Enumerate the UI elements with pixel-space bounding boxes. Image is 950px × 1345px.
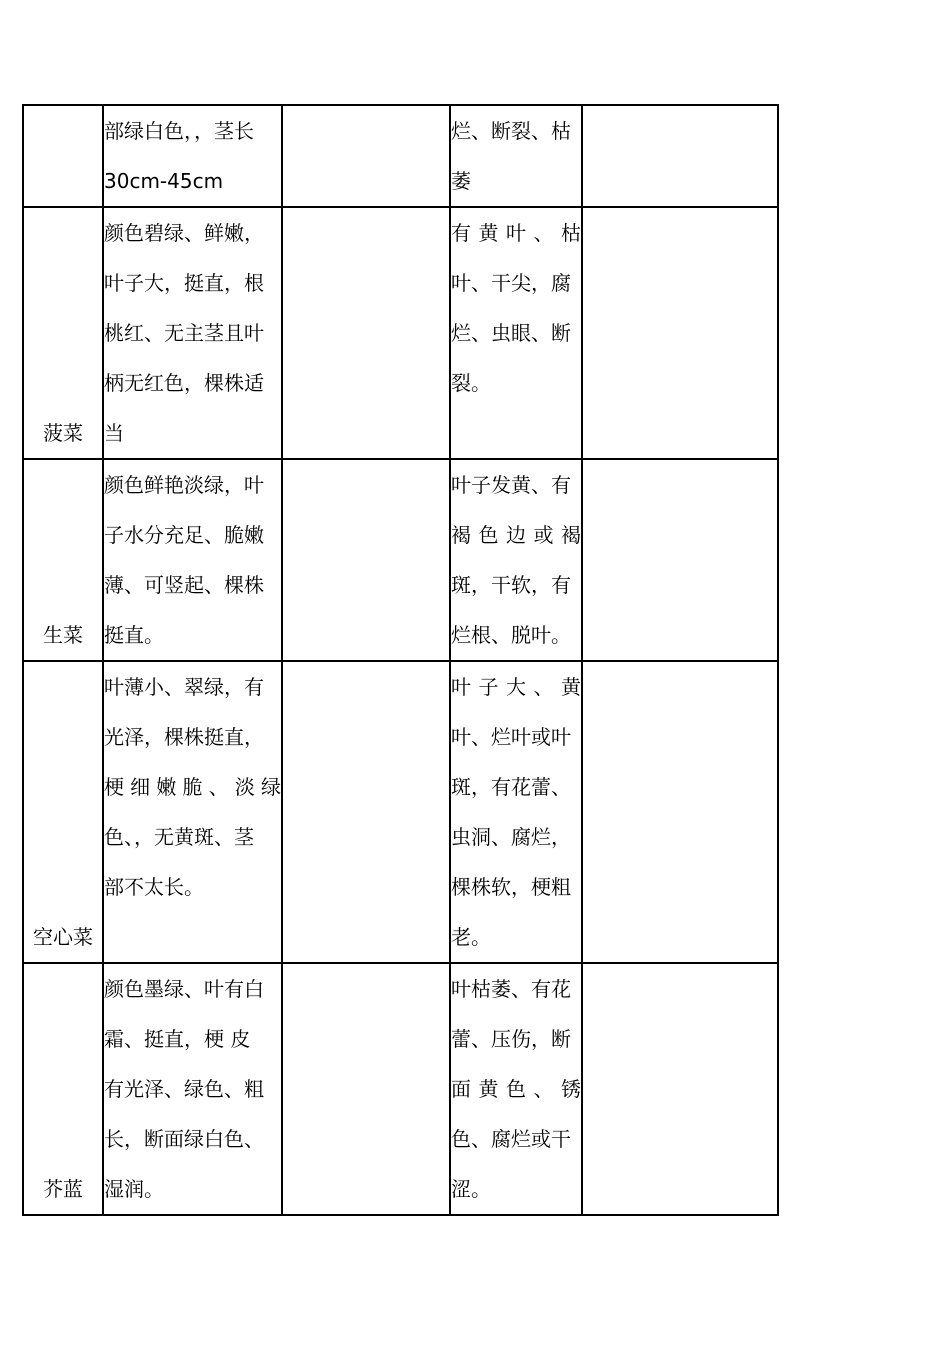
- poor-quality-line: 叶枯萎、有花: [451, 977, 571, 1001]
- produce-quality-table-section: [22, 104, 779, 1216]
- blank-cell: [582, 459, 778, 661]
- good-quality-line: 色、，无黄斑、茎: [104, 825, 254, 849]
- good-quality-line: 叶子大，挺直，根: [104, 271, 264, 295]
- blank-cell: [582, 963, 778, 1215]
- poor-quality-cell: [450, 963, 582, 1215]
- table-row: [23, 963, 778, 1215]
- produce-quality-table: [22, 104, 779, 1216]
- poor-quality-line: 烂、虫眼、断: [451, 321, 571, 345]
- vegetable-name-cell: [23, 207, 103, 459]
- vegetable-name-cell: [23, 963, 103, 1215]
- poor-quality-cell: [450, 207, 582, 459]
- poor-quality-line: 棵株软，梗粗: [451, 875, 571, 899]
- good-quality-line: 30cm-45cm: [104, 169, 224, 193]
- vegetable-name: 空心菜: [33, 925, 93, 949]
- vegetable-name: 生菜: [43, 623, 83, 647]
- poor-quality-line: 有黄叶、枯: [451, 221, 581, 245]
- poor-quality-cell: [450, 105, 582, 207]
- blank-cell: [582, 661, 778, 963]
- good-quality-line: 柄无红色，棵株适: [104, 371, 264, 395]
- vegetable-name-cell: [23, 459, 103, 661]
- good-quality-line: 长，断面绿白色、: [104, 1127, 264, 1151]
- table-row: [23, 105, 778, 207]
- good-quality-line: 叶薄小、翠绿，有: [104, 675, 264, 699]
- blank-cell: [282, 963, 450, 1215]
- good-quality-line: 湿润。: [104, 1177, 164, 1201]
- poor-quality-line: 烂根、脱叶。: [451, 623, 571, 647]
- good-quality-line: 子水分充足、脆嫩: [104, 523, 264, 547]
- poor-quality-cell: [450, 459, 582, 661]
- vegetable-name: 芥蓝: [43, 1177, 83, 1201]
- vegetable-name-cell: [23, 105, 103, 207]
- table-row: [23, 207, 778, 459]
- poor-quality-line: 虫洞、腐烂，: [451, 825, 571, 849]
- blank-cell: [282, 105, 450, 207]
- vegetable-name-cell: [23, 661, 103, 963]
- table-row: [23, 459, 778, 661]
- good-quality-line: 当: [104, 421, 124, 445]
- table-row: [23, 661, 778, 963]
- good-quality-line: 挺直。: [104, 623, 164, 647]
- good-quality-line: 桃红、无主茎且叶: [104, 321, 264, 345]
- good-quality-line: 颜色碧绿、鲜嫩，: [104, 221, 264, 245]
- good-quality-cell: [103, 459, 282, 661]
- poor-quality-cell: [450, 661, 582, 963]
- good-quality-cell: [103, 963, 282, 1215]
- poor-quality-line: 老。: [451, 925, 491, 949]
- poor-quality-line: 萎: [451, 169, 471, 193]
- good-quality-line: 霜、挺直，梗 皮: [104, 1027, 251, 1051]
- poor-quality-line: 叶、干尖，腐: [451, 271, 571, 295]
- good-quality-line: 颜色鲜艳淡绿，叶: [104, 473, 264, 497]
- poor-quality-line: 叶子发黄、有: [451, 473, 571, 497]
- good-quality-line: 有光泽、绿色、粗: [104, 1077, 264, 1101]
- good-quality-cell: [103, 207, 282, 459]
- poor-quality-line: 蕾、压伤，断: [451, 1027, 571, 1051]
- good-quality-line: 光泽，棵株挺直，: [104, 725, 264, 749]
- blank-cell: [282, 459, 450, 661]
- poor-quality-line: 涩。: [451, 1177, 491, 1201]
- poor-quality-line: 叶、烂叶或叶: [451, 725, 571, 749]
- blank-cell: [282, 661, 450, 963]
- poor-quality-line: 褐色边或褐: [451, 523, 581, 547]
- good-quality-line: 部绿白色，，茎长: [104, 119, 254, 143]
- good-quality-line: 薄、可竖起、棵株: [104, 573, 264, 597]
- good-quality-cell: [103, 661, 282, 963]
- blank-cell: [582, 207, 778, 459]
- blank-cell: [582, 105, 778, 207]
- poor-quality-line: 裂。: [451, 371, 491, 395]
- poor-quality-line: 斑，干软，有: [451, 573, 571, 597]
- vegetable-name: 菠菜: [43, 421, 83, 445]
- poor-quality-line: 烂、断裂、枯: [451, 119, 571, 143]
- good-quality-line: 梗细嫩脆、淡绿: [104, 775, 281, 799]
- poor-quality-line: 斑，有花蕾、: [451, 775, 571, 799]
- poor-quality-line: 叶子大、黄: [451, 675, 581, 699]
- poor-quality-line: 色、腐烂或干: [451, 1127, 571, 1151]
- poor-quality-line: 面黄色、锈: [451, 1077, 581, 1101]
- blank-cell: [282, 207, 450, 459]
- good-quality-line: 颜色墨绿、叶有白: [104, 977, 264, 1001]
- good-quality-cell: [103, 105, 282, 207]
- good-quality-line: 部不太长。: [104, 875, 204, 899]
